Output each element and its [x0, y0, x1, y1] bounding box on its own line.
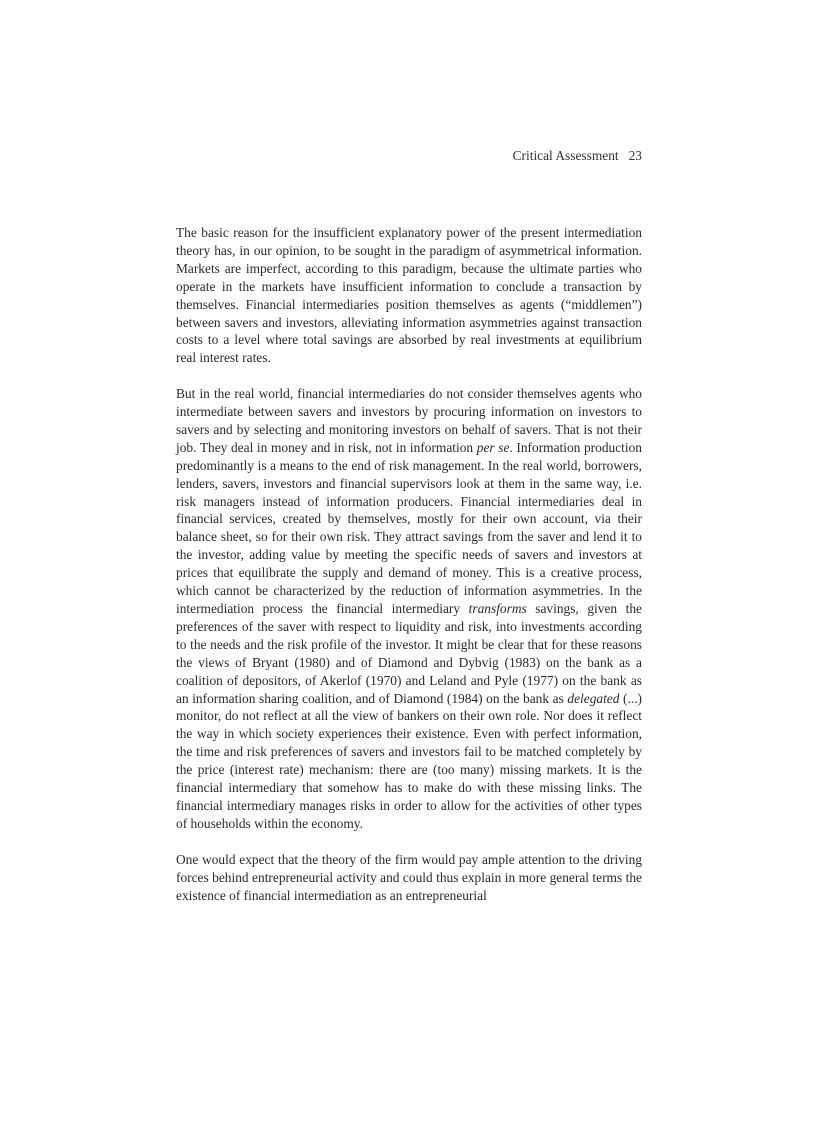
paragraph-2-part-d: (...) monitor, do not reflect at all the view of bankers on their own role. Nor does it reflect the way in which society experiences their existence. Even with perfect information, the time and risk preferences of savers and investors fail to be matched completely by the price (interest rate) mechanism: there are (too many) missing markets. It is the financial intermediary that somehow has to make do with these missing links. The financial intermediary manages risks in order to allow for the activities of other types of households within the economy. [176, 690, 642, 831]
running-header [176, 148, 642, 164]
paragraph-3: One would expect that the theory of the firm would pay ample attention to the driving forces behind entrepreneurial activity and could thus explain in more general terms the existence of financial intermediation as an entrepreneurial [176, 851, 642, 903]
emphasis-delegated: delegated [567, 690, 620, 706]
body-text [176, 224, 642, 904]
emphasis-per-se: per se [476, 439, 510, 455]
page-number: 23 [628, 148, 642, 163]
paragraph-1: The basic reason for the insufficient explanatory power of the present intermediation theory has, in our opinion, to be sought in the paradigm of asymmetrical information. Markets are imperfect, according to this paradigm, because the ultimate parties who operate in the markets have insufficient information to conclude a transaction by themselves. Financial intermediaries position themselves as agents (“middlemen”) between savers and investors, alleviating information asymmetries against transaction costs to a level where total savings are absorbed by real investments at equilibrium real interest rates. [176, 225, 642, 366]
emphasis-transforms: transforms [468, 601, 527, 617]
paragraph-2-part-c: savings, given the preferences of the saver with respect to liquidity and risk, into investments according to the needs and the risk profile of the investor. It might be clear that for these reasons the views of Bryant (1980) and of Diamond and Dybvig (1983) on the bank as a coalition of depositors, of Akerlof (1970) and Leland and Pyle (1977) on the bank as an information sharing coalition, and of Diamond (1984) on the bank as [176, 601, 643, 706]
running-title: Critical Assessment [512, 148, 619, 163]
paragraph-2-part-b: . Information production predominantly is a means to the end of risk management. In the real world, borrowers, lenders, savers, investors and financial supervisors look at them in the same way, i.e. risk managers instead of information producers. Financial intermediaries deal in financial services, created by themselves, mostly for their own account, via their balance sheet, so for their own risk. They attract savings from the saver and lend it to the investor, adding value by meeting the specific needs of savers and investors at prices that equilibrate the supply and demand of money. This is a creative process, which cannot be characterized by the reduction of information asymmetries. In the intermediation process the financial intermediary [176, 439, 642, 617]
paragraph-2 [176, 385, 642, 833]
paragraph-2-part-a: But in the real world, financial intermediaries do not consider themselves agents who intermediate between savers and investors by procuring information on investors to savers and by selecting and monitoring investors on behalf of savers. That is not their job. They deal in money and in risk, not in information [176, 386, 642, 455]
